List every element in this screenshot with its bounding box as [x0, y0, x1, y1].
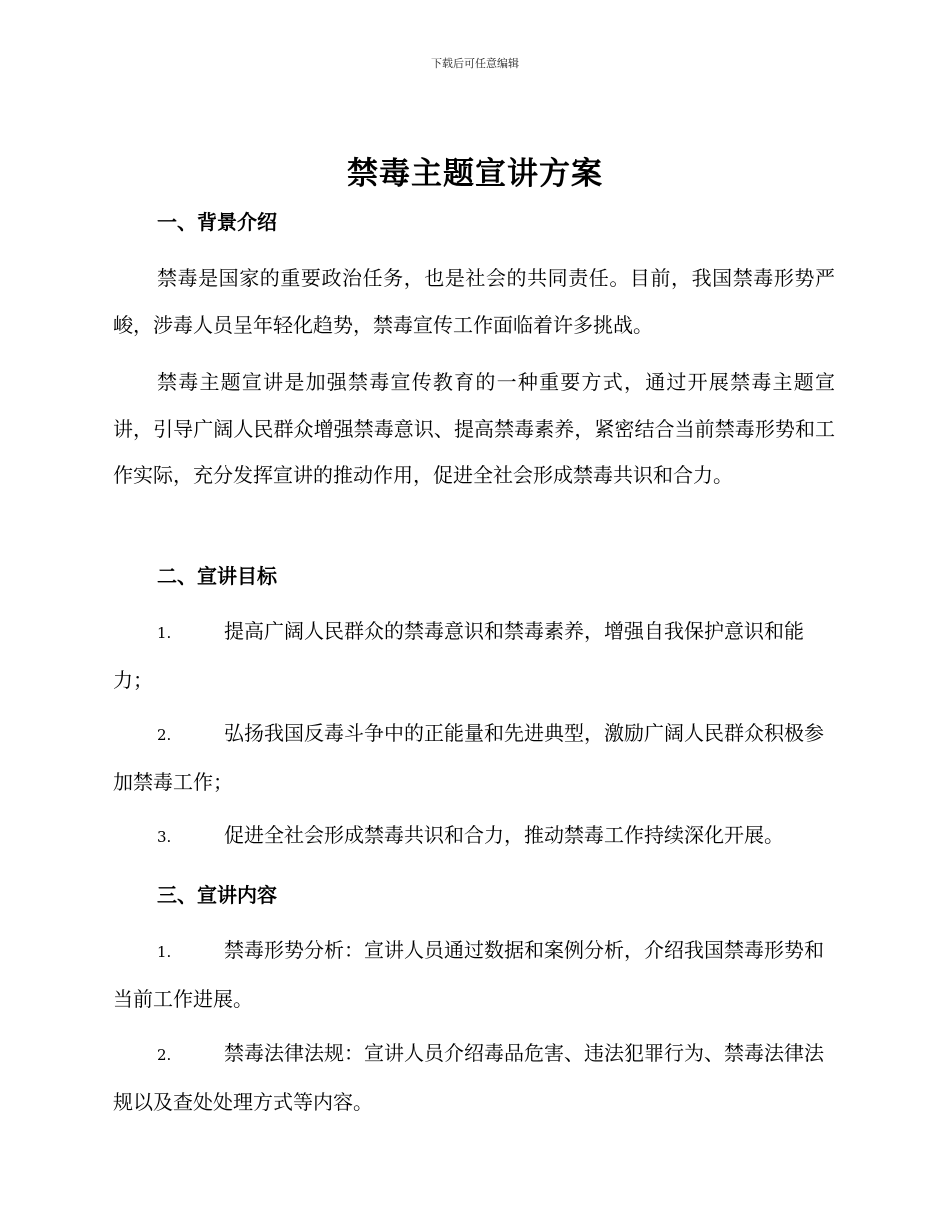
document-title: 禁毒主题宣讲方案 — [347, 156, 603, 192]
goal-item-number: 3. — [157, 828, 172, 846]
goal-item-text: 弘扬我国反毒斗争中的正能量和先进典型，激励广阔人民群众积极参加禁毒工作； — [113, 721, 824, 794]
goal-item-text: 提高广阔人民群众的禁毒意识和禁毒素养，增强自我保护意识和能力； — [113, 619, 804, 692]
goal-item-1 — [113, 608, 835, 703]
section-heading-background: 一、背景介绍 — [157, 210, 277, 234]
section-heading-content: 三、宣讲内容 — [157, 883, 277, 907]
paragraph-background-2: 禁毒主题宣讲是加强禁毒宣传教育的一种重要方式，通过开展禁毒主题宣讲，引导广阔人民群众增强禁毒意识、提高禁毒素养，紧密结合当前禁毒形势和工作实际，充分发挥宣讲的推动作用，促进全社会形成禁毒共识和合力。 — [113, 370, 835, 487]
section-heading-goals: 二、宣讲目标 — [157, 564, 277, 588]
content-item-1 — [113, 927, 835, 1022]
page-header-note: 下载后可任意编辑 — [431, 57, 519, 70]
goal-item-3 — [113, 812, 835, 861]
content-item-number: 1. — [157, 943, 172, 961]
goal-item-number: 2. — [157, 726, 172, 744]
content-item-2 — [113, 1030, 835, 1125]
goal-item-text: 促进全社会形成禁毒共识和合力，推动禁毒工作持续深化开展。 — [224, 823, 784, 847]
content-item-number: 2. — [157, 1046, 172, 1064]
paragraph-background-1: 禁毒是国家的重要政治任务，也是社会的共同责任。目前，我国禁毒形势严峻，涉毒人员呈年轻化趋势，禁毒宣传工作面临着许多挑战。 — [113, 266, 835, 337]
goal-item-number: 1. — [157, 624, 172, 642]
goal-item-2 — [113, 710, 835, 805]
content-item-text: 禁毒法律法规：宣讲人员介绍毒品危害、违法犯罪行为、禁毒法律法规以及查处处理方式等内容。 — [113, 1041, 824, 1114]
content-item-text: 禁毒形势分析：宣讲人员通过数据和案例分析，介绍我国禁毒形势和当前工作进展。 — [113, 938, 824, 1011]
